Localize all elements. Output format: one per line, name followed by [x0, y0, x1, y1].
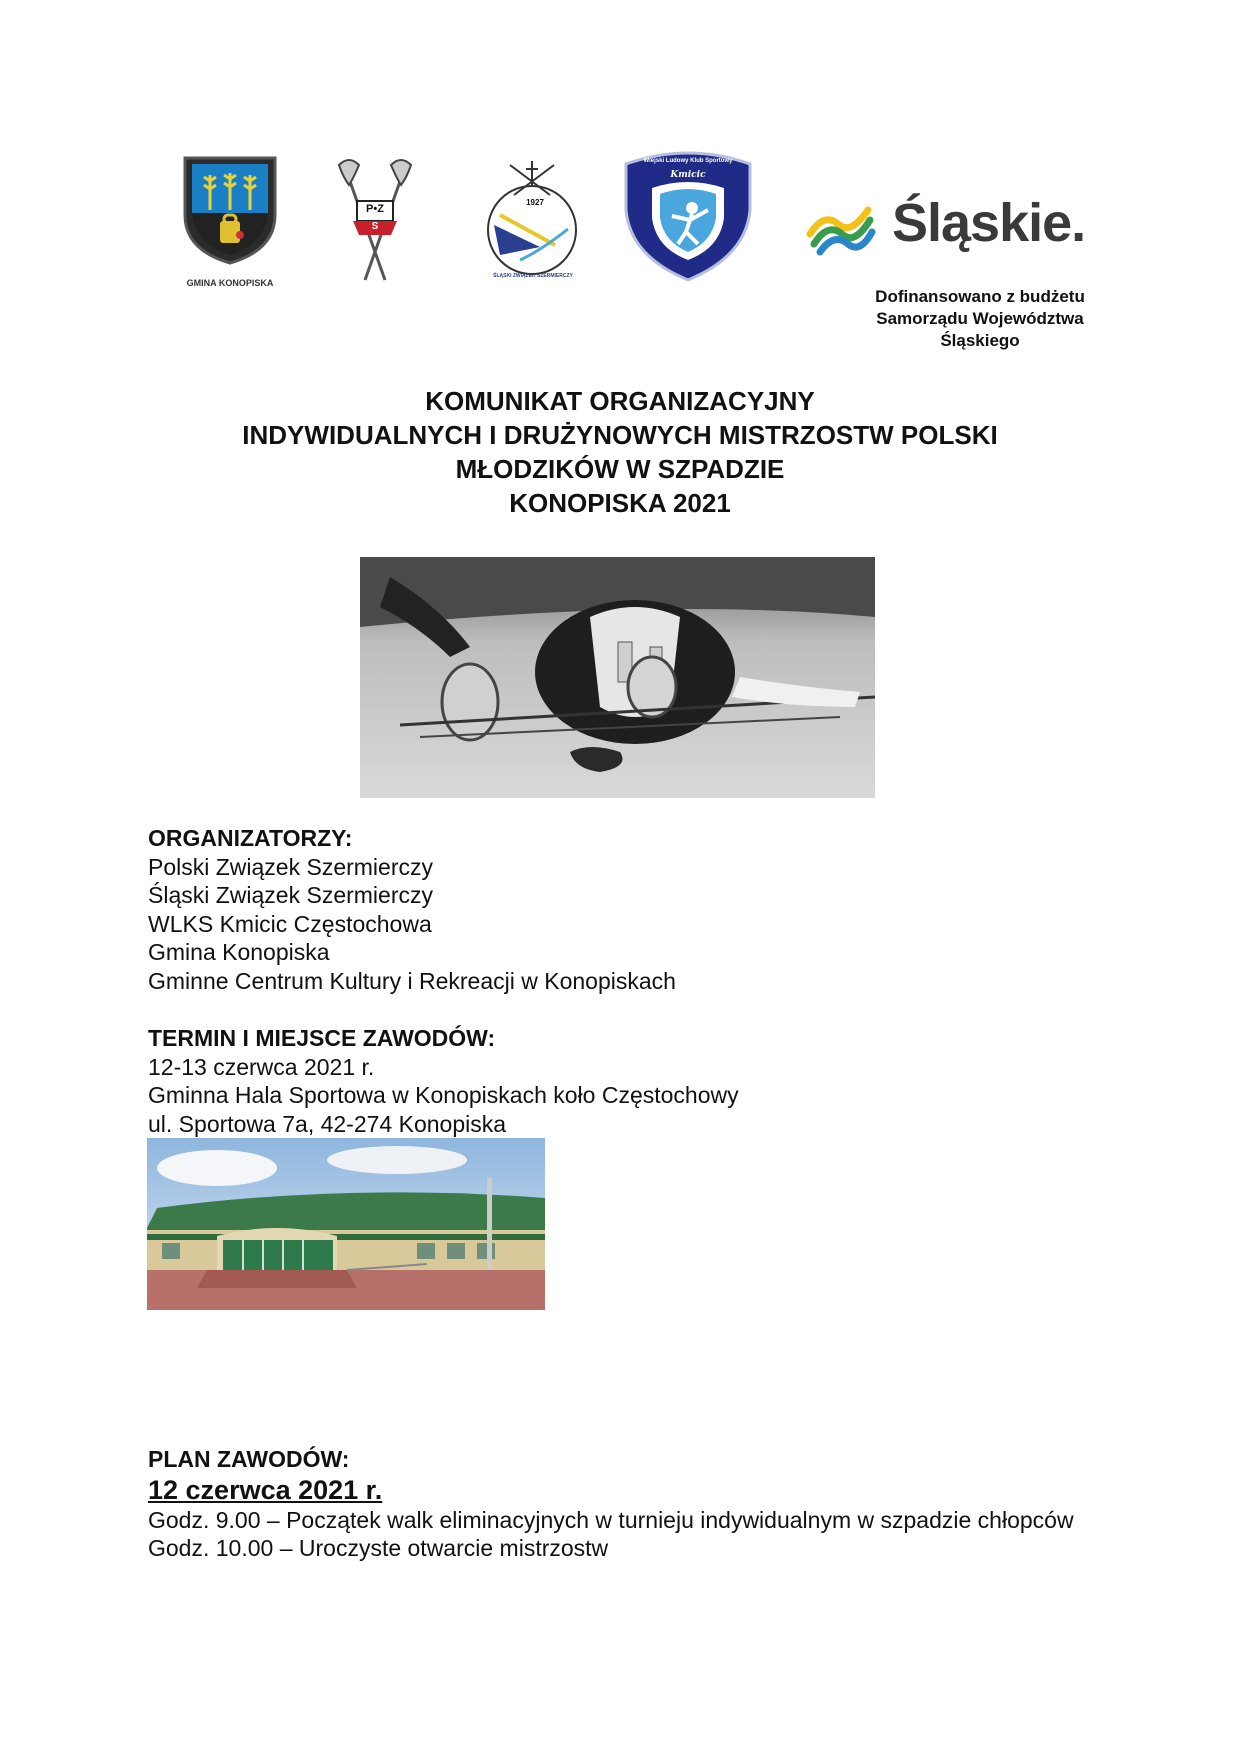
funding-note	[845, 286, 1115, 352]
title-line-3: MŁODZIKÓW W SZPADZIE	[455, 454, 785, 484]
ssz-ring-text: ŚLĄSKI ZWIĄZEK SZERMIERCZY	[493, 273, 573, 279]
slaskie-waves-icon	[806, 190, 876, 260]
venue-date: 12-13 czerwca 2021 r.	[148, 1053, 375, 1080]
fencing-mask-and-swords-image	[360, 557, 875, 798]
funding-line-3: Śląskiego	[940, 331, 1020, 350]
pzs-logo	[335, 155, 415, 285]
plan-day-1: 12 czerwca 2021 r.	[148, 1474, 383, 1505]
ssz-emblem-icon	[480, 155, 580, 285]
organizers-heading: ORGANIZATORZY:	[148, 825, 353, 851]
plan-entry: Godz. 9.00 – Początek walk eliminacyjnych w turnieju indywidualnym w szpadzie chłopców	[148, 1506, 1074, 1533]
plan-section	[148, 1445, 1096, 1563]
organizer-item: Polski Związek Szermierczy	[148, 853, 433, 880]
funding-line-2: Samorządu Województwa	[876, 309, 1084, 328]
wlks-kmicic-logo	[620, 148, 756, 284]
ssz-year: 1927	[526, 198, 544, 207]
plan-entry: Godz. 10.00 – Uroczyste otwarcie mistrzostw	[148, 1535, 609, 1561]
ssz-logo	[480, 155, 580, 285]
venue-address: ul. Sportowa 7a, 42-274 Konopiska	[148, 1110, 507, 1137]
title-line-4: KONOPISKA 2021	[509, 488, 731, 518]
gmina-crest-icon	[180, 155, 280, 267]
venue-heading: TERMIN I MIEJSCE ZAWODÓW:	[148, 1025, 496, 1051]
sports-hall-building-image	[147, 1138, 545, 1310]
funding-line-1: Dofinansowano z budżetu	[875, 287, 1085, 306]
crossed-swords-icon	[335, 155, 415, 285]
fencing-equipment-photo	[360, 557, 875, 798]
wlks-top-text: Wiejski Ludowy Klub Sportowy	[643, 158, 733, 164]
slaskie-wordmark: Śląskie.	[892, 193, 1086, 253]
venue-place: Gminna Hala Sportowa w Konopiskach koło Częstochowy	[148, 1082, 739, 1108]
slaskie-logo	[806, 190, 1086, 260]
kmicic-shield-icon	[620, 148, 756, 284]
organizer-item: Śląski Związek Szermierczy	[148, 882, 433, 908]
wlks-name: Kmicic	[670, 170, 706, 180]
pzs-s-letter: S	[371, 221, 379, 232]
venue-section	[148, 1024, 739, 1138]
pzs-letters: P•Z	[366, 203, 384, 215]
organizer-item: WLKS Kmicic Częstochowa	[148, 910, 432, 937]
plan-heading: PLAN ZAWODÓW:	[148, 1446, 350, 1472]
gmina-konopiska-logo	[180, 155, 280, 288]
organizer-item: Gminne Centrum Kultury i Rekreacji w Konopiskach	[148, 967, 676, 994]
gmina-logo-caption: GMINA KONOPISKA	[186, 278, 274, 288]
title-line-1: KOMUNIKAT ORGANIZACYJNY	[425, 386, 815, 416]
organizers-section	[148, 824, 676, 995]
organizer-item: Gmina Konopiska	[148, 939, 330, 965]
document-title	[130, 384, 1110, 520]
title-line-2: INDYWIDUALNYCH I DRUŻYNOWYCH MISTRZOSTW POLSKI	[242, 420, 998, 450]
sports-hall-photo	[147, 1138, 545, 1310]
